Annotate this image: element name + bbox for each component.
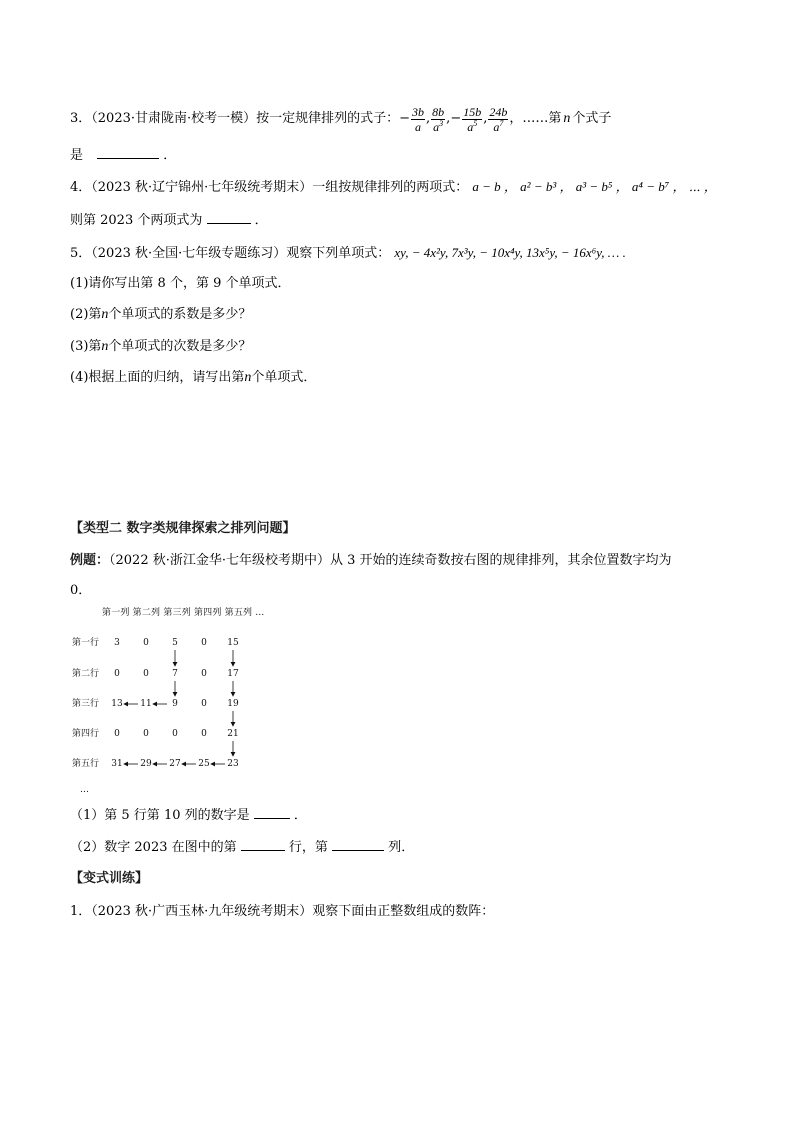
- practice-q1: 1．（2023 秋·广西玉林·九年级统考期末）观察下面由正整数组成的数阵：: [70, 904, 495, 919]
- array-cell: 0: [143, 729, 149, 739]
- q3-term-2-base: a: [433, 119, 440, 134]
- q5-sub4-n: n: [244, 370, 252, 385]
- q3-term-1-sign: −: [399, 111, 411, 126]
- row-label-3: 第三行: [72, 699, 100, 709]
- array-cell: 9: [172, 699, 178, 709]
- q3-term-3-exp: 5: [473, 118, 478, 128]
- q3-tail: ，……第: [509, 111, 562, 126]
- q5-sub3-a: (3)第: [70, 339, 102, 354]
- q5-sub1: (1)请你写出第 8 个，第 9 个单项式．: [70, 276, 291, 291]
- q5-sub4-b: 个单项式．: [251, 370, 317, 385]
- q3-term-1-denominator: a: [415, 119, 422, 134]
- q3-term-1-numerator: 3b: [412, 104, 425, 119]
- array-cell: 23: [227, 759, 239, 769]
- q3-line2-lead: 是: [70, 148, 84, 163]
- array-cell: 0: [143, 669, 149, 679]
- row-label-4: 第四行: [72, 729, 100, 739]
- array-cell: 0: [201, 699, 207, 709]
- q5-expression: xy, − 4x²y, 7x³y, − 10x⁴y, 13x⁵y, − 16x⁶y, … .: [394, 245, 626, 260]
- q3-lead: 3．（2023·甘肃陇南·校考一模）按一定规律排列的式子：: [70, 111, 400, 126]
- q4-lead: 4．（2023 秋·辽宁锦州·七年级统考期末）一组按规律排列的两项式：: [70, 180, 469, 195]
- q4-line2-end: ．: [254, 213, 268, 228]
- array-cell: 0: [114, 729, 120, 739]
- example-q1: [70, 806, 307, 825]
- array-more-indicator: …: [80, 785, 89, 795]
- array-cell: 25: [198, 759, 210, 769]
- q3-term-4-numerator: 24b: [489, 104, 508, 119]
- array-column-header: 第一列 第二列 第三列 第四列 第五列 …: [102, 608, 265, 618]
- array-cell: 0: [172, 729, 178, 739]
- array-cell: 0: [201, 729, 207, 739]
- q5-sub4-a: (4)根据上面的归纳，请写出第: [70, 370, 245, 385]
- array-cell: 19: [227, 699, 239, 709]
- q5-sub3-b: 个单项式的次数是多少？: [108, 339, 252, 354]
- q3-term-3-base: a: [467, 119, 474, 134]
- q3-term-4-exp: 7: [499, 118, 504, 128]
- array-cell: 0: [201, 638, 207, 648]
- q5-sub2-n: n: [101, 307, 109, 322]
- array-cell: 31: [111, 759, 123, 769]
- q3-term-2-numerator: 8b: [432, 104, 445, 119]
- example-q2-col-blank[interactable]: [332, 838, 384, 851]
- array-cell: 0: [201, 669, 207, 679]
- q3-tail2: 个式子: [572, 111, 612, 126]
- array-cell: 11: [140, 699, 152, 709]
- type2-heading: 【类型二 数字类规律探索之排列问题】: [70, 521, 296, 536]
- example-q1-text: （1）第 5 行第 10 列的数字是: [70, 808, 250, 823]
- example-q1-blank[interactable]: [254, 806, 290, 819]
- array-cell: 13: [111, 699, 123, 709]
- example-tail: 0．: [70, 583, 92, 598]
- array-cell: 7: [172, 669, 178, 679]
- example-label: 例题：: [70, 553, 110, 568]
- q3-term-4-base: a: [493, 119, 500, 134]
- example-q2: [70, 838, 414, 857]
- q3-n-variable: n: [563, 111, 571, 126]
- example-q2-text-a: （2）数字 2023 在图中的第: [70, 840, 237, 855]
- array-cell: 27: [169, 759, 181, 769]
- q3-term-3-numerator: 15b: [463, 104, 482, 119]
- array-cell: 5: [172, 638, 178, 648]
- q4-line2-text: 则第 2023 个两项式为: [70, 213, 203, 228]
- array-cell: 15: [227, 638, 239, 648]
- practice-heading: 【变式训练】: [70, 871, 149, 886]
- example-q2-text-c: 列．: [388, 840, 415, 855]
- q5-sub2-a: (2)第: [70, 307, 102, 322]
- row-label-2: 第二行: [72, 669, 100, 679]
- q5-sub3-n: n: [101, 339, 109, 354]
- q3-term-3-sign: −: [450, 111, 462, 126]
- example-q2-text-b: 行，第: [288, 840, 328, 855]
- array-cell: 29: [140, 759, 152, 769]
- array-cell: 21: [227, 729, 239, 739]
- q5-lead: 5．（2023 秋·全国·七年级专题练习）观察下列单项式：: [70, 246, 391, 261]
- array-cell: 3: [114, 638, 120, 648]
- q3-sequence: − $\frac{3b}{a}$ , $\frac{8b}{a^3}$ , − $\frac{15b}{a^5}$ , $\frac{24b}{a^7}$: [399, 104, 508, 134]
- q4-expression: a − b ， a² − b³ ， a³ − b⁵ ， a⁴ − b⁷ ， ⋯ ，: [472, 179, 717, 194]
- example-q2-row-blank[interactable]: [241, 838, 285, 851]
- row-label-5: 第五行: [72, 759, 100, 769]
- row-label-1: 第一行: [72, 638, 100, 648]
- q5-sub2-b: 个单项式的系数是多少？: [108, 307, 252, 322]
- q3-term-2-exp: 3: [439, 118, 444, 128]
- example-text: （2022 秋·浙江金华·七年级校考期中）从 3 开始的连续奇数按右图的规律排列，其余位置数字均为: [109, 553, 672, 568]
- array-cell: 17: [227, 669, 239, 679]
- array-cell: 0: [114, 669, 120, 679]
- q3-line2-end: ．: [163, 148, 177, 163]
- example-q1-end: ．: [293, 808, 307, 823]
- array-cell: 0: [143, 638, 149, 648]
